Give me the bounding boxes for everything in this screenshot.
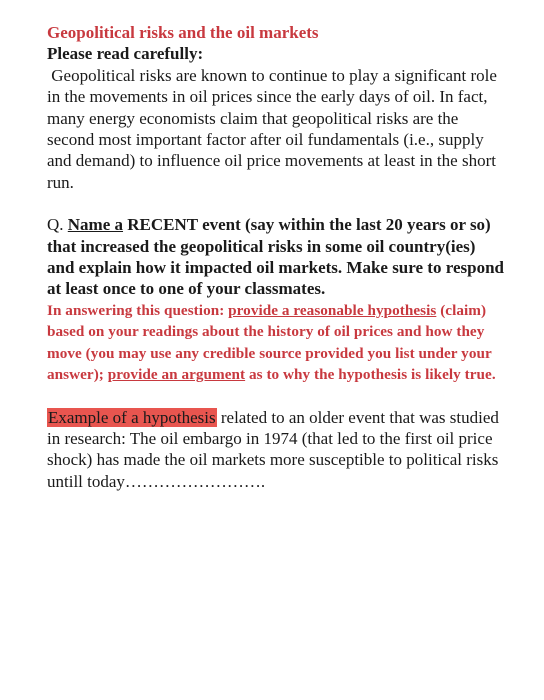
example-paragraph [47,407,507,493]
question-name-a: Name a [67,215,124,235]
question-paragraph [47,214,507,300]
document-title: Geopolitical risks and the oil markets [47,23,319,42]
guidance-end: as to why the hypothesis is likely true. [245,366,496,384]
guidance-link-hypothesis: provide a reasonable hypothesis [228,301,437,319]
question-body: event (say within the last 20 years or so) that increased the geopolitical risks in some oil country(ies) and explain how it impacted oil markets. Make sure to respond at least once to one of your classmates. [47,215,504,299]
document-page [47,22,507,492]
question-prefix: Q. [47,215,68,235]
instruction-heading: Please read carefully: [47,44,204,64]
question-recent: RECENT [123,215,203,235]
spacer [47,193,507,214]
guidance-paragraph [47,300,507,386]
guidance-lead: In answering this question: [47,301,229,319]
spacer [47,386,507,407]
example-body: related to an older event that was studied in research: The oil embargo in 1974 (that led to the first oil price shock) has made the oil markets more susceptible to political risks untill today……………………. [47,407,499,491]
guidance-middle: (claim) based on your readings about the history of oil prices and how they move (you may use any credible source provided you list under your answer); [47,301,492,384]
example-highlight: Example of a hypothesis [48,407,216,427]
intro-paragraph [47,65,507,193]
guidance-link-argument: provide an argument [107,366,246,384]
intro-text: Geopolitical risks are known to continue to play a significant role in the movements in oil prices since the early days of oil. In fact, many energy economists claim that geopolitical risks are the second most important factor after oil fundamentals (i.e., supply and demand) to influence oil price movements at least in the short run. [47,65,497,192]
